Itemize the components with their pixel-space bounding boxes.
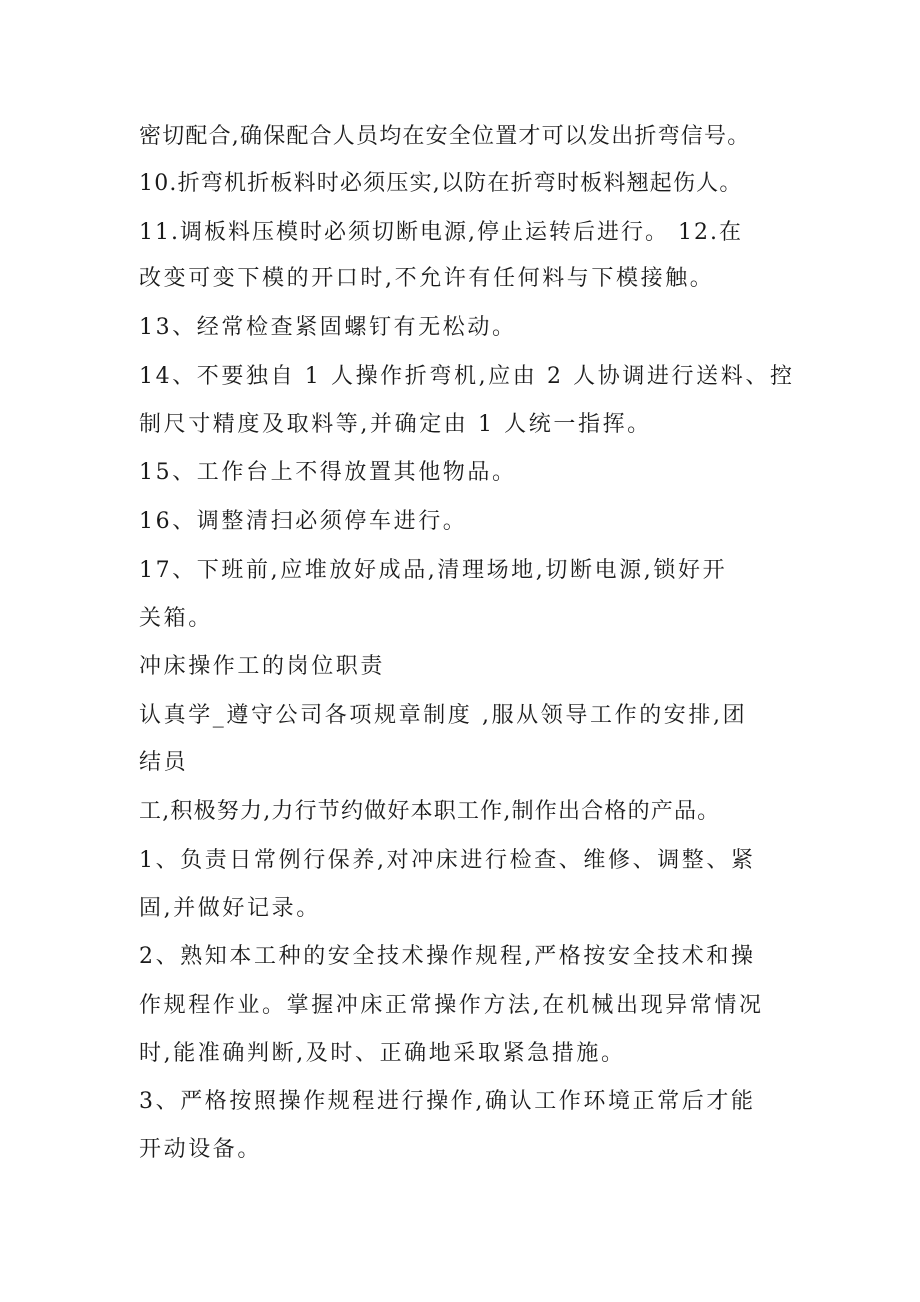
text-line-18: 2、熟知本工种的安全技术操作规程,严格按安全技术和操 — [139, 944, 756, 969]
text-line-9: 16、调整清扫必须停车进行。 — [139, 509, 468, 534]
section-heading: 冲床操作工的岗位职责 — [139, 654, 386, 679]
text-line-3: 11.调板料压模时必须切断电源,停止运转后进行。 12.在 — [139, 220, 743, 245]
text-line-7: 制尺寸精度及取料等,并确定由 1 人统一指挥。 — [139, 412, 652, 437]
text-line-1: 密切配合,确保配合人员均在安全位置才可以发出折弯信号。 — [139, 124, 751, 149]
text-line-22: 开动设备。 — [139, 1137, 263, 1162]
text-line-21: 3、严格按照操作规程进行操作,确认工作环境正常后才能 — [139, 1089, 756, 1114]
text-line-15: 工,积极努力,力行节约做好本职工作,制作出合格的产品。 — [139, 799, 721, 824]
text-line-20: 时,能准确判断,及时、正确地采取紧急措施。 — [139, 1041, 626, 1066]
text-line-19: 作规程作业。掌握冲床正常操作方法,在机械出现异常情况 — [139, 993, 764, 1018]
text-line-17: 固,并做好记录。 — [139, 896, 321, 921]
text-line-10: 17、下班前,应堆放好成品,清理场地,切断电源,锁好开 — [139, 558, 728, 583]
text-line-2: 10.折弯机折板料时必须压实,以防在折弯时板料翘起伤人。 — [139, 171, 743, 196]
text-line-5: 13、经常检查紧固螺钉有无松动。 — [139, 315, 517, 340]
text-line-13: 认真学_遵守公司各项规章制度 ,服从领导工作的安排,团 — [139, 703, 748, 728]
text-line-14: 结员 — [139, 750, 189, 775]
text-line-16: 1、负责日常例行保养,对冲床进行检查、维修、调整、紧 — [139, 848, 756, 873]
text-line-8: 15、工作台上不得放置其他物品。 — [139, 460, 517, 485]
text-line-11: 关箱。 — [139, 606, 213, 631]
text-line-4: 改变可变下模的开口时,不允许有任何料与下模接触。 — [139, 266, 715, 291]
text-line-6: 14、不要独自 1 人操作折弯机,应由 2 人协调进行送料、控 — [139, 364, 795, 389]
